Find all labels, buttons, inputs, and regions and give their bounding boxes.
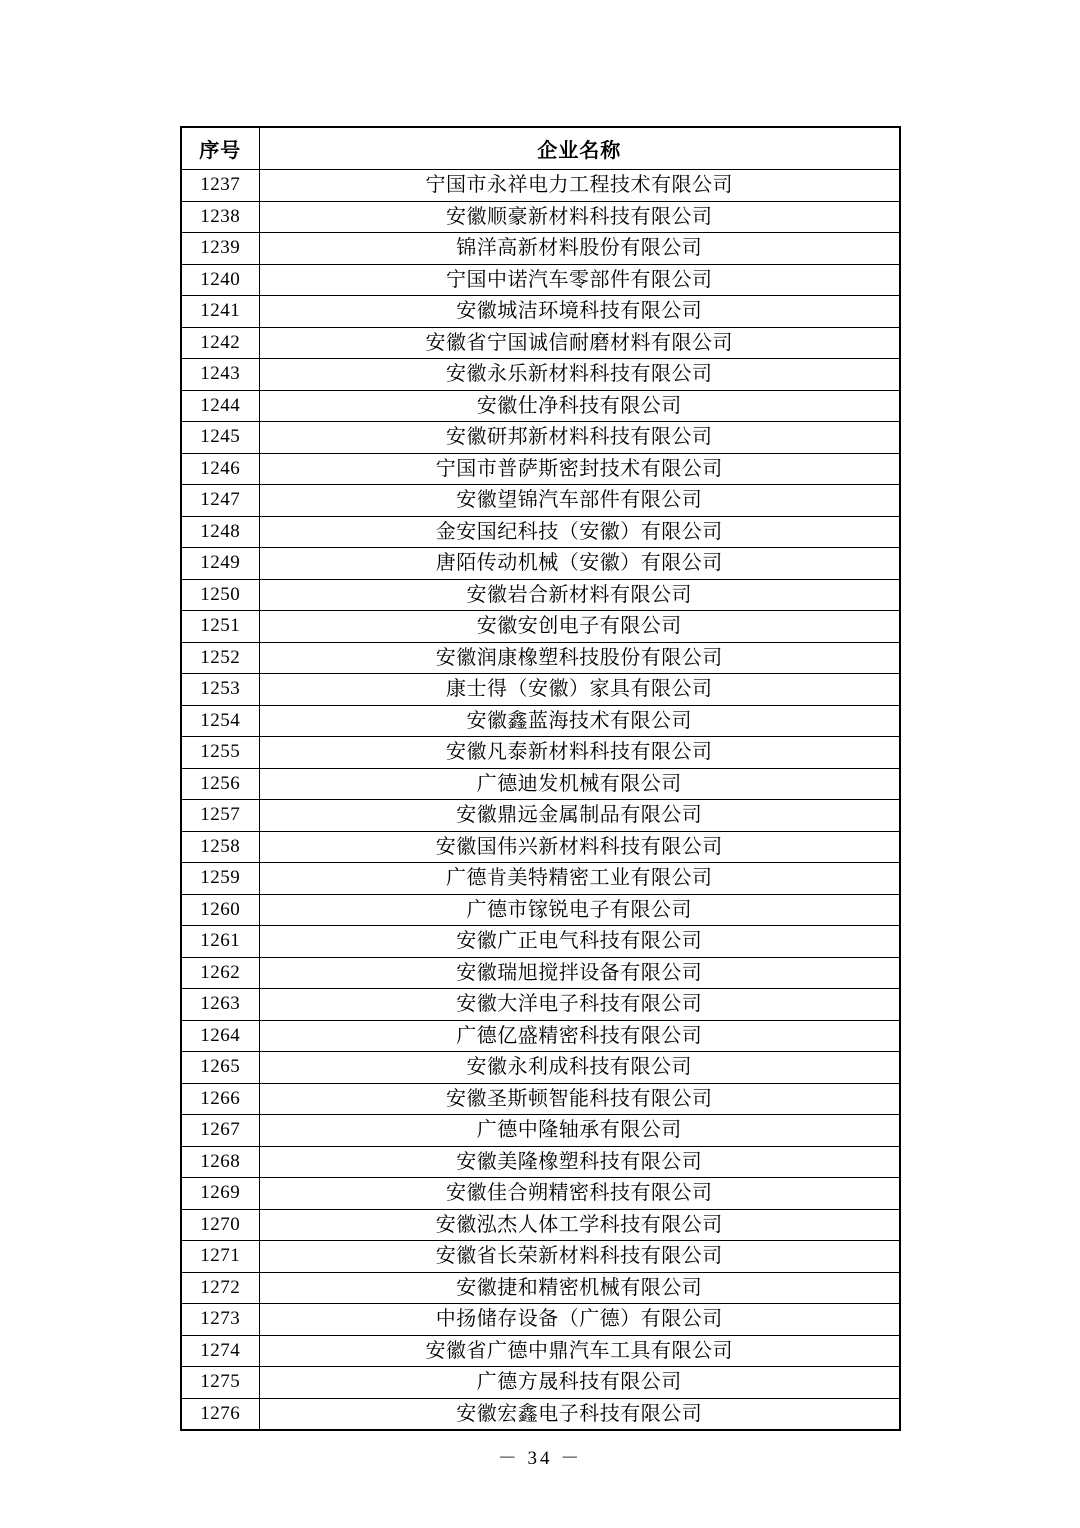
- cell-sequence: 1240: [181, 264, 259, 296]
- page-number-footer: － 34 －: [497, 1448, 583, 1469]
- table-header-row: [181, 127, 900, 170]
- cell-enterprise-name: 安徽顺豪新材料科技有限公司: [259, 201, 900, 233]
- cell-enterprise-name: 广德迪发机械有限公司: [259, 768, 900, 800]
- cell-enterprise-name: 宁国市普萨斯密封技术有限公司: [259, 453, 900, 485]
- cell-sequence: 1261: [181, 926, 259, 958]
- cell-sequence: 1269: [181, 1178, 259, 1210]
- table-row: [181, 548, 900, 580]
- table-row: [181, 674, 900, 706]
- cell-sequence: 1264: [181, 1020, 259, 1052]
- table-row: [181, 201, 900, 233]
- cell-enterprise-name: 金安国纪科技（安徽）有限公司: [259, 516, 900, 548]
- cell-sequence: 1272: [181, 1272, 259, 1304]
- table-row: [181, 516, 900, 548]
- cell-enterprise-name: 广德方晟科技有限公司: [259, 1367, 900, 1399]
- cell-sequence: 1253: [181, 674, 259, 706]
- cell-sequence: 1252: [181, 642, 259, 674]
- cell-sequence: 1271: [181, 1241, 259, 1273]
- cell-sequence: 1242: [181, 327, 259, 359]
- cell-sequence: 1260: [181, 894, 259, 926]
- cell-sequence: 1237: [181, 170, 259, 202]
- cell-enterprise-name: 康士得（安徽）家具有限公司: [259, 674, 900, 706]
- cell-enterprise-name: 安徽润康橡塑科技股份有限公司: [259, 642, 900, 674]
- table-row: [181, 1241, 900, 1273]
- table-row: [181, 1398, 900, 1430]
- cell-enterprise-name: 安徽泓杰人体工学科技有限公司: [259, 1209, 900, 1241]
- cell-enterprise-name: 广德中隆轴承有限公司: [259, 1115, 900, 1147]
- table-row: [181, 957, 900, 989]
- cell-sequence: 1274: [181, 1335, 259, 1367]
- cell-sequence: 1256: [181, 768, 259, 800]
- cell-sequence: 1258: [181, 831, 259, 863]
- cell-enterprise-name: 安徽永利成科技有限公司: [259, 1052, 900, 1084]
- table-row: [181, 768, 900, 800]
- table-row: [181, 485, 900, 517]
- cell-enterprise-name: 安徽鼎远金属制品有限公司: [259, 800, 900, 832]
- table-row: [181, 1178, 900, 1210]
- cell-sequence: 1268: [181, 1146, 259, 1178]
- table-row: [181, 327, 900, 359]
- cell-sequence: 1255: [181, 737, 259, 769]
- table-row: [181, 989, 900, 1021]
- cell-enterprise-name: 安徽圣斯顿智能科技有限公司: [259, 1083, 900, 1115]
- cell-enterprise-name: 安徽瑞旭搅拌设备有限公司: [259, 957, 900, 989]
- cell-sequence: 1248: [181, 516, 259, 548]
- cell-sequence: 1265: [181, 1052, 259, 1084]
- table-row: [181, 453, 900, 485]
- cell-enterprise-name: 宁国市永祥电力工程技术有限公司: [259, 170, 900, 202]
- table-row: [181, 1272, 900, 1304]
- cell-enterprise-name: 安徽安创电子有限公司: [259, 611, 900, 643]
- cell-enterprise-name: 安徽国伟兴新材料科技有限公司: [259, 831, 900, 863]
- table-body: [181, 170, 900, 1431]
- cell-enterprise-name: 广德肯美特精密工业有限公司: [259, 863, 900, 895]
- table-row: [181, 1367, 900, 1399]
- table-row: [181, 170, 900, 202]
- table-row: [181, 359, 900, 391]
- cell-enterprise-name: 安徽佳合朔精密科技有限公司: [259, 1178, 900, 1210]
- cell-sequence: 1263: [181, 989, 259, 1021]
- cell-enterprise-name: 广德市镓锐电子有限公司: [259, 894, 900, 926]
- cell-sequence: 1259: [181, 863, 259, 895]
- table-row: [181, 296, 900, 328]
- column-header-sequence: 序号: [181, 127, 259, 170]
- table-row: [181, 1083, 900, 1115]
- cell-sequence: 1241: [181, 296, 259, 328]
- cell-sequence: 1239: [181, 233, 259, 265]
- cell-sequence: 1254: [181, 705, 259, 737]
- table-row: [181, 863, 900, 895]
- table-row: [181, 1146, 900, 1178]
- table-row: [181, 1209, 900, 1241]
- table-row: [181, 894, 900, 926]
- enterprise-list-table: [180, 126, 901, 1431]
- table-row: [181, 926, 900, 958]
- cell-enterprise-name: 安徽省宁国诚信耐磨材料有限公司: [259, 327, 900, 359]
- table-header: [181, 127, 900, 170]
- table-row: [181, 642, 900, 674]
- cell-sequence: 1250: [181, 579, 259, 611]
- cell-enterprise-name: 安徽美隆橡塑科技有限公司: [259, 1146, 900, 1178]
- cell-enterprise-name: 安徽省长荣新材料科技有限公司: [259, 1241, 900, 1273]
- cell-enterprise-name: 安徽岩合新材料有限公司: [259, 579, 900, 611]
- cell-sequence: 1245: [181, 422, 259, 454]
- table-row: [181, 1020, 900, 1052]
- cell-sequence: 1243: [181, 359, 259, 391]
- table-row: [181, 611, 900, 643]
- cell-enterprise-name: 安徽大洋电子科技有限公司: [259, 989, 900, 1021]
- table-row: [181, 579, 900, 611]
- cell-sequence: 1267: [181, 1115, 259, 1147]
- table-row: [181, 264, 900, 296]
- table-row: [181, 390, 900, 422]
- cell-sequence: 1238: [181, 201, 259, 233]
- table-row: [181, 422, 900, 454]
- cell-enterprise-name: 安徽宏鑫电子科技有限公司: [259, 1398, 900, 1430]
- cell-enterprise-name: 宁国中诺汽车零部件有限公司: [259, 264, 900, 296]
- cell-enterprise-name: 安徽广正电气科技有限公司: [259, 926, 900, 958]
- cell-enterprise-name: 安徽城洁环境科技有限公司: [259, 296, 900, 328]
- cell-sequence: 1249: [181, 548, 259, 580]
- cell-enterprise-name: 安徽省广德中鼎汽车工具有限公司: [259, 1335, 900, 1367]
- enterprise-list-table-container: [180, 126, 899, 1431]
- table-row: [181, 800, 900, 832]
- table-row: [181, 1052, 900, 1084]
- table-row: [181, 705, 900, 737]
- cell-enterprise-name: 安徽仕净科技有限公司: [259, 390, 900, 422]
- table-row: [181, 233, 900, 265]
- cell-enterprise-name: 唐陌传动机械（安徽）有限公司: [259, 548, 900, 580]
- table-row: [181, 1115, 900, 1147]
- cell-sequence: 1246: [181, 453, 259, 485]
- cell-enterprise-name: 锦洋高新材料股份有限公司: [259, 233, 900, 265]
- cell-sequence: 1276: [181, 1398, 259, 1430]
- cell-sequence: 1257: [181, 800, 259, 832]
- table-row: [181, 831, 900, 863]
- column-header-enterprise-name: 企业名称: [259, 127, 900, 170]
- cell-enterprise-name: 广德亿盛精密科技有限公司: [259, 1020, 900, 1052]
- cell-enterprise-name: 安徽凡泰新材料科技有限公司: [259, 737, 900, 769]
- cell-sequence: 1273: [181, 1304, 259, 1336]
- cell-sequence: 1275: [181, 1367, 259, 1399]
- cell-sequence: 1266: [181, 1083, 259, 1115]
- cell-enterprise-name: 安徽鑫蓝海技术有限公司: [259, 705, 900, 737]
- cell-enterprise-name: 安徽研邦新材料科技有限公司: [259, 422, 900, 454]
- cell-sequence: 1270: [181, 1209, 259, 1241]
- cell-sequence: 1244: [181, 390, 259, 422]
- table-row: [181, 1335, 900, 1367]
- cell-enterprise-name: 中扬储存设备（广德）有限公司: [259, 1304, 900, 1336]
- table-row: [181, 737, 900, 769]
- cell-enterprise-name: 安徽捷和精密机械有限公司: [259, 1272, 900, 1304]
- cell-sequence: 1247: [181, 485, 259, 517]
- cell-enterprise-name: 安徽望锦汽车部件有限公司: [259, 485, 900, 517]
- table-row: [181, 1304, 900, 1336]
- cell-sequence: 1251: [181, 611, 259, 643]
- cell-enterprise-name: 安徽永乐新材料科技有限公司: [259, 359, 900, 391]
- cell-sequence: 1262: [181, 957, 259, 989]
